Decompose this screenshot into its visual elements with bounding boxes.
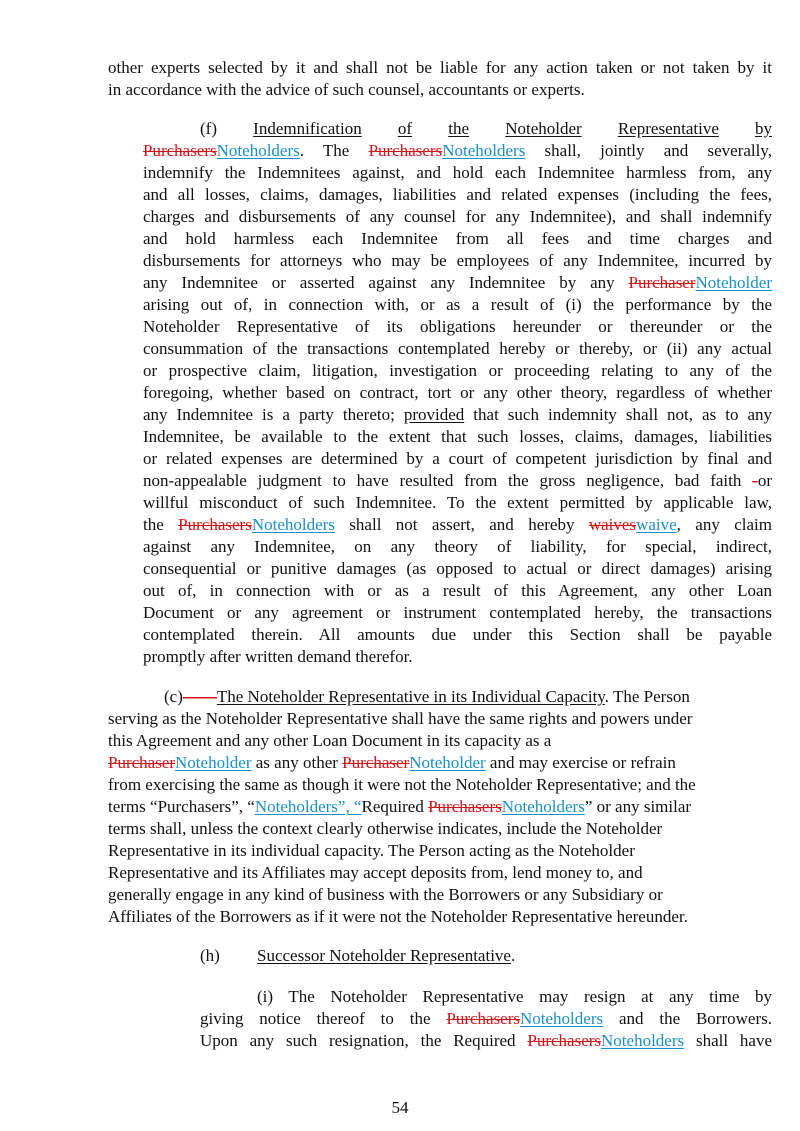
heading-word: Indemnification: [253, 119, 362, 138]
inserted-text: Noteholder: [175, 753, 252, 772]
deleted-text: Purchasers: [143, 141, 217, 160]
inserted-text: Noteholders: [501, 797, 585, 816]
inserted-text: Noteholders: [442, 141, 526, 160]
section-f-line: indemnify the Indemnitees against, and hold each Indemnitee harmless from, any: [143, 163, 772, 182]
section-f-line: or related expenses are determined by a court of competent jurisdiction by final and: [143, 449, 772, 468]
deleted-text: Purchasers: [368, 141, 443, 160]
section-c-line: Affiliates of the Borrowers as if it were not the Noteholder Representative hereunder.: [108, 907, 688, 926]
inserted-text: Noteholders”, “: [254, 797, 362, 816]
section-f-line: out of, in connection with or as a result of this Agreement, any other Loan: [143, 581, 772, 600]
section-c-line: terms “Purchasers”, “Noteholders”, “Required PurchasersNoteholders” or any similar: [108, 797, 692, 816]
heading-word: Noteholder: [505, 119, 582, 138]
intro-line: in accordance with the advice of such counsel, accountants or experts.: [108, 80, 585, 99]
deleted-text: waives: [588, 515, 637, 534]
heading-word: by: [755, 119, 773, 138]
section-f-line: the PurchasersNoteholders shall not assert, and hereby waiveswaive, any claim: [143, 515, 772, 534]
deleted-text: Purchasers: [178, 515, 252, 534]
section-f-line: contemplated therein. All amounts due under this Section shall be payable: [143, 625, 772, 644]
intro-line: other experts selected by it and shall not be liable for any action taken or not taken by it: [108, 58, 772, 77]
deleted-text: Purchaser: [342, 753, 410, 772]
section-c-heading: (c)——The Noteholder Representative in its Individual Capacity. The Person: [164, 687, 690, 706]
section-h-i-line: (i) The Noteholder Representative may resign at any time by: [257, 987, 772, 1006]
section-f-line: foregoing, whether based on contract, tort or any other theory, regardless of whether: [143, 383, 772, 402]
inserted-text: Noteholders: [601, 1031, 685, 1050]
section-h: [200, 945, 772, 967]
section-c-line: from exercising the same as though it were not the Noteholder Representative; and the: [108, 775, 696, 794]
intro-paragraph: [108, 57, 772, 101]
deleted-text: Purchasers: [527, 1031, 602, 1050]
section-c-line: this Agreement and any other Loan Document in its capacity as a: [108, 731, 552, 750]
page-number: 54: [391, 1098, 409, 1117]
section-f-line: charges and disbursements of any counsel for any Indemnitee), and shall indemnify: [143, 207, 772, 226]
deleted-text: Purchasers: [446, 1009, 521, 1028]
section-f-line: and all losses, claims, damages, liabilities and related expenses (including the fees,: [143, 185, 772, 204]
section-h-i-label: (i): [257, 987, 274, 1006]
section-c-line: generally engage in any kind of business with the Borrowers or any Subsidiary or: [108, 885, 663, 904]
section-h-title: Successor Noteholder Representative: [257, 946, 511, 965]
inserted-text: Noteholder: [409, 753, 486, 772]
section-c-line: terms shall, unless the context clearly otherwise indicates, include the Noteholder: [108, 819, 663, 838]
inserted-text: Noteholder: [695, 273, 772, 292]
inserted-text: Noteholders: [251, 515, 335, 534]
section-f-line: consummation of the transactions contemplated hereby or thereby, or (ii) any actual: [143, 339, 772, 358]
section-f-heading: [143, 118, 772, 140]
section-f-line: and hold harmless each Indemnitee from all fees and time charges and: [143, 229, 772, 248]
deleted-text: ——: [182, 687, 217, 706]
section-f-line: Indemnitee, be available to the extent that such losses, claims, damages, liabilities: [143, 427, 772, 446]
section-h-i: [200, 986, 772, 1052]
deleted-text: Purchaser: [628, 273, 696, 292]
section-f-line: willful misconduct of such Indemnitee. To the extent permitted by applicable law,: [143, 493, 772, 512]
heading-word: of: [397, 119, 413, 138]
section-f-line: or prospective claim, litigation, investigation or proceeding relating to any of the: [143, 361, 772, 380]
section-f-line: PurchasersNoteholders. The PurchasersNoteholders shall, jointly and severally,: [143, 141, 772, 160]
section-c: [108, 686, 772, 928]
inserted-text: Noteholders: [216, 141, 300, 160]
deleted-text: Purchasers: [428, 797, 502, 816]
section-f-label: (f): [200, 119, 217, 138]
section-f-line: arising out of, in connection with, or as a result of (i) the performance by the: [143, 295, 772, 314]
section-c-line: Representative in its individual capacity. The Person acting as the Noteholder: [108, 841, 635, 860]
section-f-line: any Indemnitee is a party thereto; provided that such indemnity shall not, as to any: [143, 405, 772, 424]
section-c-line: Representative and its Affiliates may accept deposits from, lend money to, and: [108, 863, 643, 882]
deleted-text: -: [752, 471, 758, 490]
section-f-line: non-appealable judgment to have resulted from the gross negligence, bad faith -or: [143, 471, 772, 490]
inserted-text: waive: [636, 515, 677, 534]
section-f-line: against any Indemnitee, on any theory of liability, for special, indirect,: [143, 537, 772, 556]
inserted-text: Noteholders: [520, 1009, 604, 1028]
heading-word: the: [448, 119, 470, 138]
section-f-line: promptly after written demand therefor.: [143, 647, 413, 666]
section-h-heading: (h) Successor Noteholder Representative.: [200, 946, 516, 965]
deleted-text: Purchaser: [108, 753, 176, 772]
section-c-line: PurchaserNoteholder as any other PurchaserNoteholder and may exercise or refrain: [108, 753, 676, 772]
underlined-term: provided: [403, 405, 465, 424]
section-c-line: serving as the Noteholder Representative shall have the same rights and powers under: [108, 709, 693, 728]
section-f-line: disbursements for attorneys who may be employees of any Indemnitee, incurred by: [143, 251, 772, 270]
section-h-i-line: Upon any such resignation, the Required PurchasersNoteholders shall have: [200, 1031, 772, 1050]
section-f-line: Document or any agreement or instrument contemplated hereby, the transactions: [143, 603, 772, 622]
heading-word: Representative: [617, 119, 719, 138]
section-c-label: (c): [164, 687, 183, 706]
section-h-label: (h): [200, 946, 220, 965]
section-f: [143, 118, 772, 668]
section-f-line: consequential or punitive damages (as opposed to actual or direct damages) arising: [143, 559, 772, 578]
section-f-line: Noteholder Representative of its obligations hereunder or thereunder or the: [143, 317, 772, 336]
section-h-i-line: giving notice thereof to the PurchasersNoteholders and the Borrowers.: [200, 1009, 772, 1028]
section-f-line: any Indemnitee or asserted against any Indemnitee by any PurchaserNoteholder: [143, 273, 772, 292]
section-c-title: The Noteholder Representative in its Individual Capacity: [216, 687, 605, 706]
